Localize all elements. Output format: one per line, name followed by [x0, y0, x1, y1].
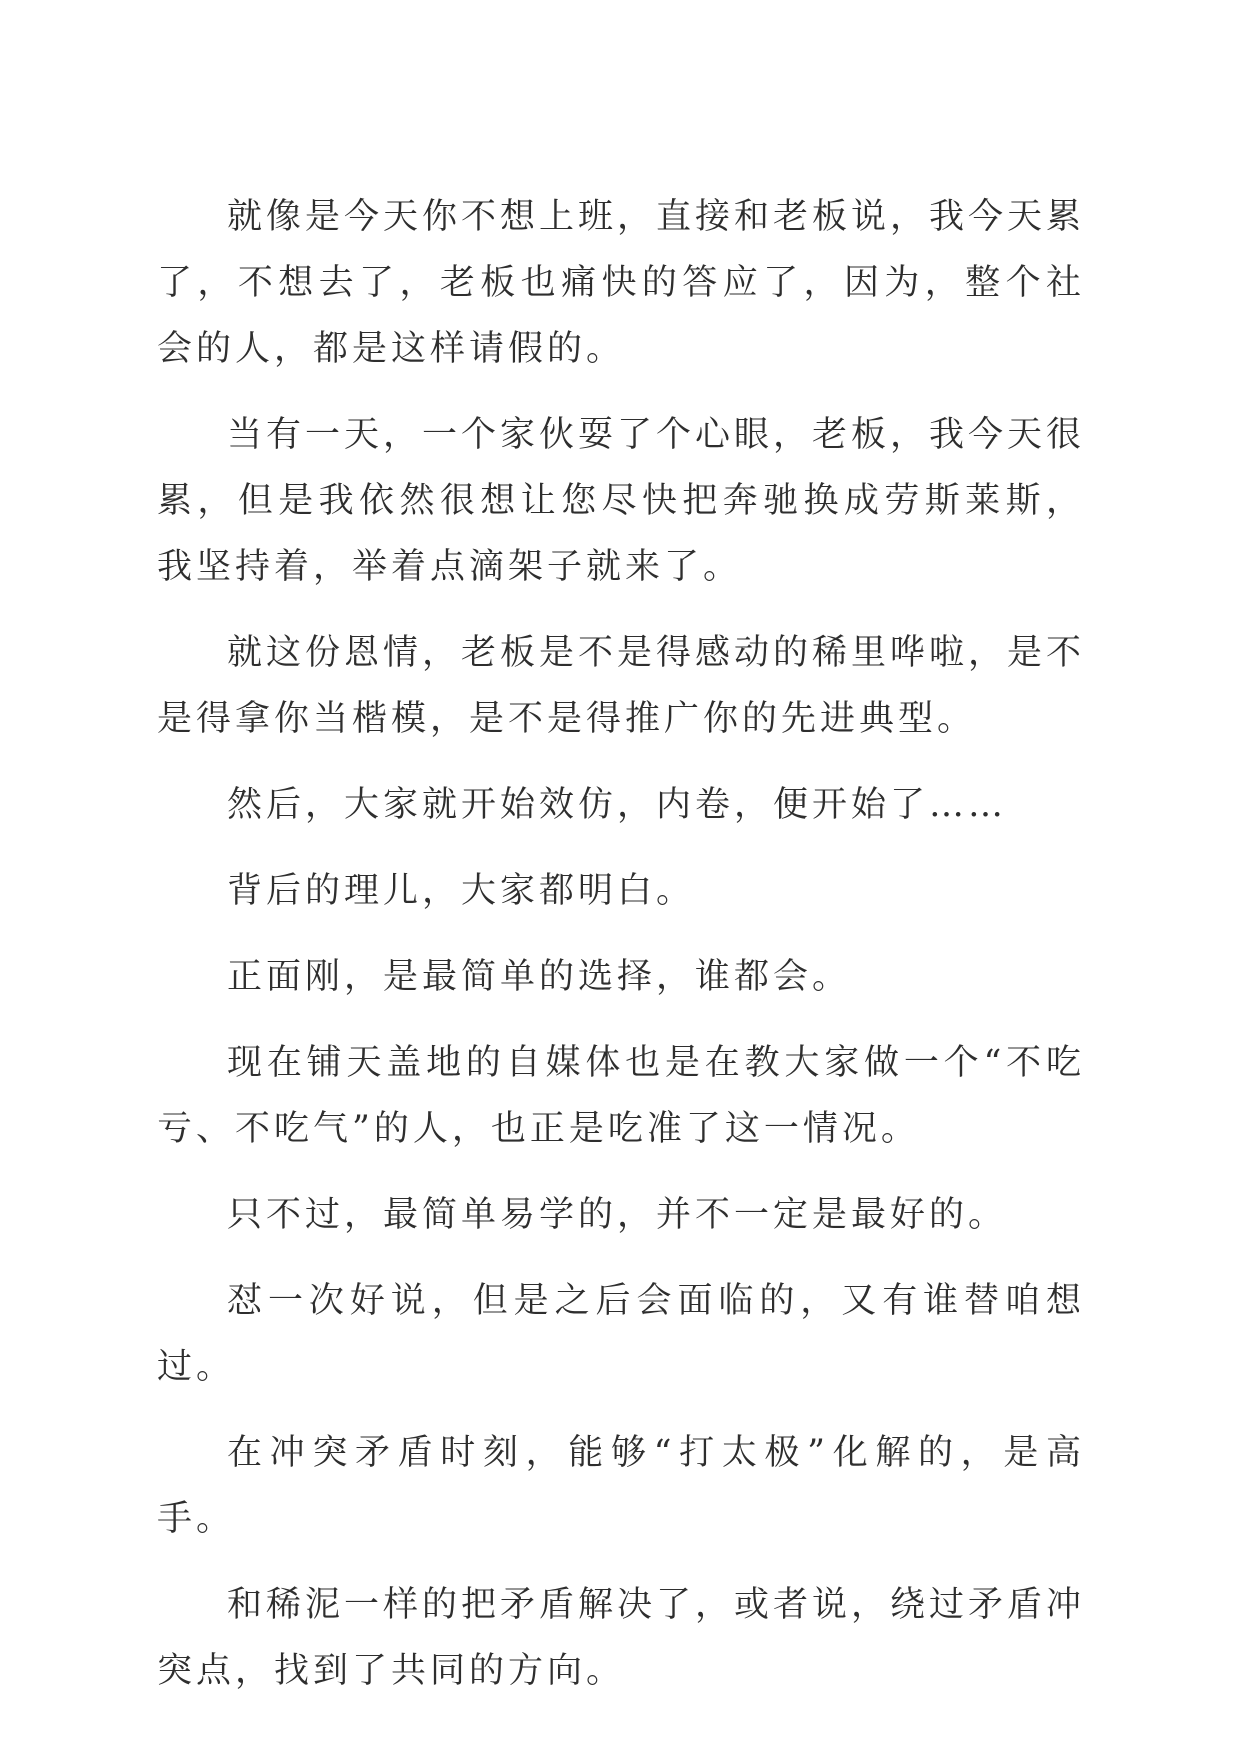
paragraph-9: 怼一次好说，但是之后会面临的，又有谁替咱想过。	[157, 1281, 1085, 1387]
paragraph-11: 和稀泥一样的把矛盾解决了，或者说，绕过矛盾冲突点，找到了共同的方向。	[157, 1585, 1086, 1691]
paragraph-10: 在冲突矛盾时刻，能够“打太极”化解的，是高手。	[157, 1433, 1085, 1539]
paragraph-6: 正面刚，是最简单的选择，谁都会。	[227, 957, 852, 997]
paragraph-5: 背后的理儿，大家都明白。	[227, 871, 696, 911]
paragraph-1: 就像是今天你不想上班，直接和老板说，我今天累了，不想去了，老板也痛快的答应了，因为，整个社会的人，都是这样请假的。	[157, 197, 1086, 369]
paragraph-8: 只不过，最简单易学的，并不一定是最好的。	[227, 1195, 1008, 1235]
paragraph-3: 就这份恩情，老板是不是得感动的稀里哗啦，是不是得拿你当楷模，是不是得推广你的先进典型。	[157, 633, 1086, 739]
paragraph-2: 当有一天，一个家伙耍了个心眼，老板，我今天很累，但是我依然很想让您尽快把奔驰换成劳斯莱斯，我坚持着，举着点滴架子就来了。	[157, 415, 1086, 587]
paragraph-4: 然后，大家就开始效仿，内卷，便开始了……	[227, 785, 1008, 825]
document-body	[157, 184, 1085, 1724]
paragraph-7: 现在铺天盖地的自媒体也是在教大家做一个“不吃亏、不吃气”的人，也正是吃准了这一情况。	[157, 1043, 1085, 1149]
